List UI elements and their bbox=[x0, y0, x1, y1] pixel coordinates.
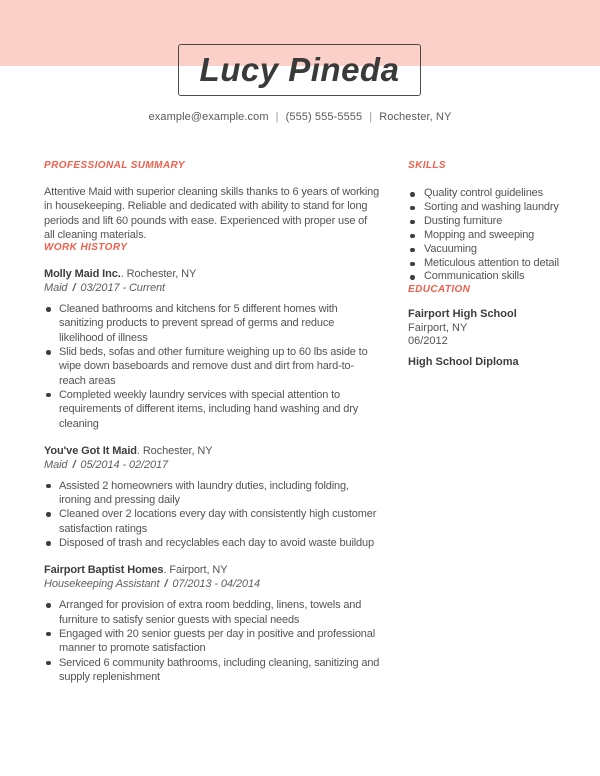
job-role-line bbox=[44, 458, 380, 472]
job-bullet-list bbox=[44, 479, 380, 550]
job-bullet-list bbox=[44, 302, 380, 431]
job-title: Maid bbox=[44, 282, 68, 295]
skill-item: Vacuuming bbox=[408, 243, 578, 257]
education-degree: High School Diploma bbox=[408, 355, 519, 368]
skills-list bbox=[408, 187, 578, 284]
job-company: Molly Maid Inc. bbox=[44, 268, 121, 281]
skill-item: Dusting furniture bbox=[408, 215, 578, 229]
job-location: . Fairport, NY bbox=[163, 564, 228, 577]
job-entry bbox=[44, 267, 380, 431]
job-company: Fairport Baptist Homes bbox=[44, 564, 164, 577]
left-column bbox=[44, 160, 380, 684]
name-box bbox=[178, 44, 421, 96]
contact-separator: | bbox=[369, 111, 373, 123]
contact-location: Rochester, NY bbox=[379, 111, 452, 123]
education-location: Fairport, NY bbox=[408, 321, 468, 334]
job-dates: 07/2013 - 04/2014 bbox=[172, 578, 260, 591]
job-bullet: Slid beds, sofas and other furniture weighing up to 60 lbs aside to wipe down baseboards and remove dust and dirt from hard-to-reach areas bbox=[44, 345, 380, 388]
job-company-line bbox=[44, 267, 380, 281]
job-title: Housekeeping Assistant bbox=[44, 578, 160, 591]
skills-heading: SKILLS bbox=[408, 160, 446, 171]
job-company: You've Got It Maid bbox=[44, 444, 137, 457]
job-entry bbox=[44, 563, 380, 684]
date-separator: / bbox=[164, 578, 168, 591]
contact-line bbox=[0, 111, 600, 123]
date-separator: / bbox=[72, 282, 76, 295]
job-role-line bbox=[44, 281, 380, 295]
contact-email: example@example.com bbox=[148, 111, 269, 123]
date-separator: / bbox=[72, 458, 76, 471]
work-history-heading: WORK HISTORY bbox=[44, 242, 128, 254]
skill-item: Sorting and washing laundry bbox=[408, 201, 578, 215]
skill-item: Quality control guidelines bbox=[408, 187, 578, 201]
job-company-line bbox=[44, 444, 380, 458]
job-bullet: Engaged with 20 senior guests per day in positive and professional manner to promote satisfaction bbox=[44, 627, 380, 656]
right-column bbox=[408, 160, 578, 369]
job-entry bbox=[44, 444, 380, 550]
education-school: Fairport High School bbox=[408, 308, 517, 321]
contact-phone: (555) 555-5555 bbox=[285, 111, 363, 123]
job-dates: 03/2017 - Current bbox=[80, 282, 165, 295]
job-bullet: Completed weekly laundry services with special attention to requirements of different items, including hand washing and dry cleaning bbox=[44, 388, 380, 431]
job-dates: 05/2014 - 02/2017 bbox=[80, 458, 169, 471]
summary-heading: PROFESSIONAL SUMMARY bbox=[44, 160, 185, 171]
job-bullet: Serviced 6 community bathrooms, including cleaning, sanitizing and supply replenishment bbox=[44, 656, 380, 685]
contact-separator: | bbox=[275, 111, 279, 123]
job-location: . Rochester, NY bbox=[136, 444, 213, 457]
skill-item: Meticulous attention to detail bbox=[408, 257, 578, 271]
person-name: Lucy Pineda bbox=[199, 51, 400, 88]
skill-item: Communication skills bbox=[408, 270, 578, 284]
education-heading: EDUCATION bbox=[408, 284, 471, 296]
job-bullet: Arranged for provision of extra room bedding, linens, towels and furniture to satisfy senior guests with special needs bbox=[44, 598, 380, 627]
job-role-line bbox=[44, 577, 380, 591]
job-location: . Rochester, NY bbox=[120, 268, 197, 281]
job-bullet-list bbox=[44, 598, 380, 684]
summary-text: Attentive Maid with superior cleaning skills thanks to 6 years of working in housekeeping. Reliable and dedicated with ability to stand for long periods and lift 60 pounds with ease. Experienced with proper use of all cleaning materials. bbox=[44, 186, 380, 241]
job-bullet: Assisted 2 homeowners with laundry duties, including folding, ironing and pressing daily bbox=[44, 479, 380, 508]
job-bullet: Cleaned over 2 locations every day with consistently high customer satisfaction ratings bbox=[44, 507, 380, 536]
job-title: Maid bbox=[44, 458, 68, 471]
job-company-line bbox=[44, 563, 380, 577]
job-bullet: Cleaned bathrooms and kitchens for 5 different homes with sanitizing products to prevent spread of germs and reduce likelihood of illness bbox=[44, 302, 380, 345]
job-bullet: Disposed of trash and recyclables each day to avoid waste buildup bbox=[44, 536, 380, 550]
skill-item: Mopping and sweeping bbox=[408, 229, 578, 243]
education-date: 06/2012 bbox=[408, 335, 448, 348]
